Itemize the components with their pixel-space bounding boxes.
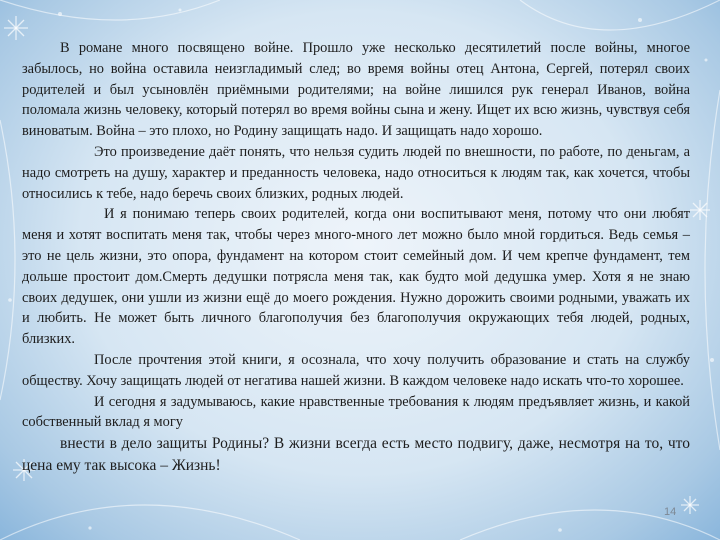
paragraph-conclusion: внести в дело защиты Родины? В жизни всегда есть место подвигу, даже, несмотря на то, что цена ему так высока – Жизнь! — [22, 435, 690, 475]
essay-text — [22, 38, 690, 477]
paragraph-war: В романе много посвящено войне. Прошло уже несколько десятилетий после войны, многое забылось, но война оставила неизгладимый след; во время войны отец Антона, Сергей, потерял своих родителей и был усыновлён приёмными родителями; на войне лишился рук генерал Иванов, война поломала жизнь человеку, который потерял во время войны сына и жену. Ищет их всю жизнь, чувствуя себя виноватым. Война – это плохо, но Родину защищать надо. И защищать надо хорошо. — [22, 40, 690, 140]
paragraph-family: И я понимаю теперь своих родителей, когда они воспитывают меня, потому что они любят меня и хотят воспитать меня так, чтобы через много-много лет можно было мной гордиться. Ведь семья – это не цель жизни, это опора, фундамент на котором стоит семейный дом. И чем крепче фундамент, тем дольше простоит дом.Смерть дедушки потрясла меня так, как будто мой дедушка умер. Хотя я не знаю своих дедушек, они ушли из жизни ещё до моего рождения. Нужно дорожить своими родными, уважать их и любить. Не может быть личного благополучия без благополучия окружающих тебя людей, родных, близких. — [22, 206, 690, 348]
paragraph-judging-people: Это произведение даёт понять, что нельзя судить людей по внешности, по работе, по деньгам, а надо смотреть на душу, характер и преданность человека, надо относиться к людям так, как хочется, чтобы относились к тебе, надо беречь своих близких, родных людей. — [22, 143, 690, 202]
paragraph-after-reading: После прочтения этой книги, я осознала, что хочу получить образование и стать на службу обществу. Хочу защищать людей от негатива нашей жизни. В каждом человеке надо искать что-то хорошее. — [22, 351, 690, 389]
paragraph-moral-requirements: И сегодня я задумываюсь, какие нравственные требования к людям предъявляет жизнь, и какой собственный вклад я могу — [22, 393, 690, 431]
page-number: 14 — [664, 506, 677, 518]
